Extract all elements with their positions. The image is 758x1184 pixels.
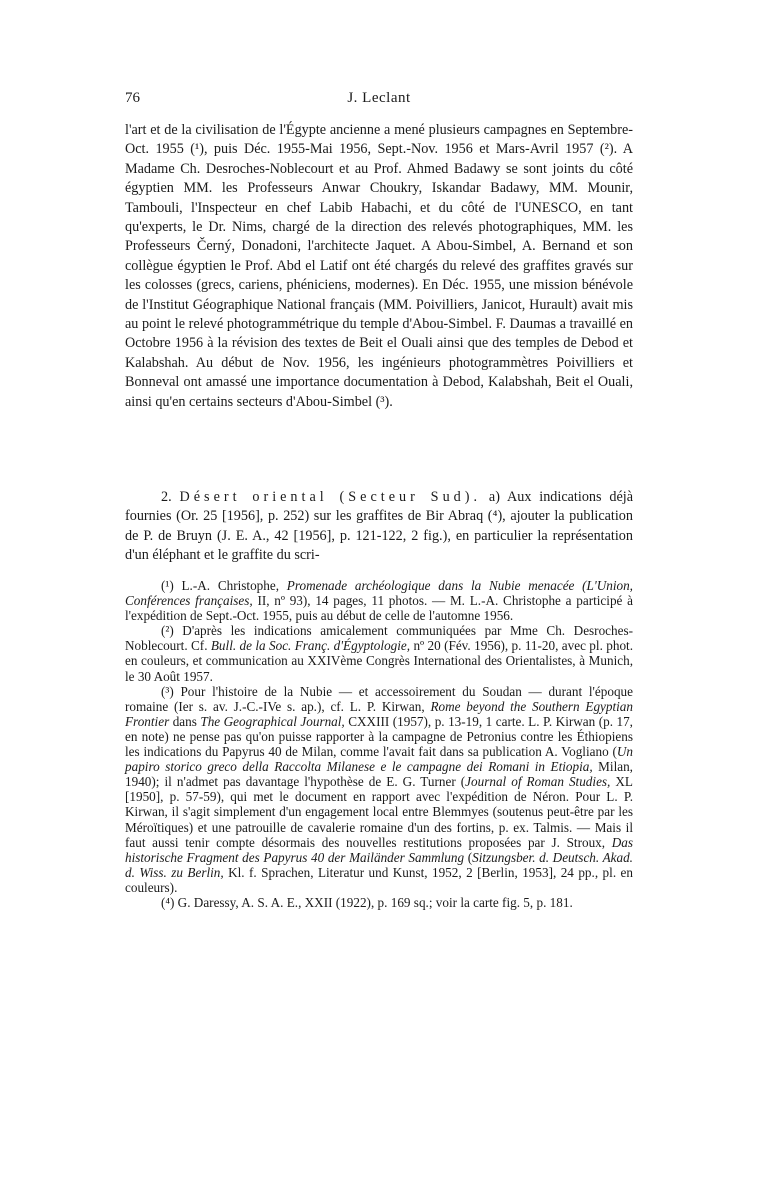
footnote-2-text-2: nº 20 (Fév. 1956), p. 11-20, avec pl. phot. en couleurs, et communication au XXIVème Congrès International des Orientalistes, à Munich, le 30 Août 1957.: [125, 638, 633, 684]
footnote-3: [125, 684, 633, 895]
section-2-number: 2.: [161, 489, 172, 505]
paragraph-1: l'art et de la civilisation de l'Égypte ancienne a mené plusieurs campagnes en Septembre-Oct. 1955 (¹), puis Déc. 1955-Mai 1956, Sept.-Nov. 1956 et Mars-Avril 1957 (²). A Madame Ch. Desroches-Noblecourt et au Prof. Ahmed Badawy se sont joints du côté égyptien MM. les Professeurs Anwar Choukry, Iskandar Badawy, MM. Mounir, Tambouli, l'Inspecteur en chef Labib Habachi, et du côté de l'UNESCO, en tant qu'experts, le Dr. Nims, chargé de la direction des relevés photographiques, MM. les Professeurs Černý, Donadoni, l'architecte Jaquet. A Abou-Simbel, A. Bernand et son collègue égyptien le Prof. Abd el Latif ont été chargés du relevé des graffites gravés sur les colosses (grecs, cariens, phéniciens, modernes). En Déc. 1955, une mission bénévole de l'Institut Géographique National français (MM. Poivilliers, Janicot, Hurault) avait mis au point le relevé photogrammétrique du temple d'Abou-Simbel. F. Daumas a travaillé en Octobre 1956 à la révision des textes de Beit el Ouali ainsi que des temples de Debod et Kalabshah. Au début de Nov. 1956, les ingénieurs photogrammètres Poivilliers et Bonneval ont amassé une importance documentation à Debod, Kalabshah, Beit el Ouali, ainsi qu'en certains secteurs d'Abou-Simbel (³).: [125, 122, 633, 410]
footnote-3-title-5: Das historische Fragment des Papyrus 40 der Mailänder Sammlung: [125, 834, 633, 865]
footnote-1-text-2: II, nº 93), 14 pages, 11 photos. — M. L.-A. Christophe a participé à l'expédition de Sept.-Oct. 1955, puis au début de celle de l'automne 1956.: [125, 593, 633, 624]
footnote-3-text-5: XL [1950], p. 57-59), qui met le document en rapport avec l'expédition de Néron. Pour L. P. Kirwan, il s'agit simplement d'un engagement local entre Blemmyes (soutenus peut-être par les Méroïtiques) et une patrouille de cavalerie romaine d'un des fortins, p. ex. Talmis. — Mais il faut aussi tenir compte désormais des nouvelles restitutions proposées par J. Stroux,: [125, 774, 633, 850]
footnote-3-text: (³) Pour l'histoire de la Nubie — et accessoirement du Soudan — durant l'époque romaine (Ier s. av. J.-C.-IVe s. ap.), cf. L. P. Kirwan,: [125, 683, 633, 714]
running-head: J. Leclant: [347, 90, 411, 106]
footnote-2: [125, 623, 633, 683]
footnote-3-title-2: The Geographical Journal,: [200, 713, 345, 729]
section-2: [125, 488, 633, 566]
footnotes: [125, 578, 633, 910]
section-2-paragraph: [125, 488, 633, 566]
footnote-3-title-3: Un papiro storico greco della Raccolta Milanese e le campagne dei Romani in Etiopia,: [125, 744, 633, 775]
footnote-1: [125, 578, 633, 623]
page-header: [125, 90, 633, 110]
main-text: [125, 121, 633, 412]
footnote-3-text-7: Kl. f. Sprachen, Literatur und Kunst, 1952, 2 [Berlin, 1953], 24 pp., pl. en couleurs).: [125, 864, 633, 895]
footnote-1-text: (¹) L.-A. Christophe,: [161, 578, 287, 593]
section-2-heading: Désert oriental (Secteur Sud).: [179, 489, 482, 505]
section-2-text: a) Aux indications déjà fournies (Or. 25 [1956], p. 252) sur les graffites de Bir Abraq (⁴), ajouter la publication de P. de Bruyn (J. E. A., 42 [1956], p. 121-122, 2 fig.), en particulier la représentation d'un éléphant et le graffite du scri-: [125, 489, 634, 564]
footnote-3-text-6: (: [464, 849, 473, 865]
footnote-2-text: (²) D'après les indications amicalement communiquées par Mme Ch. Desroches-Noblecourt. Cf.: [125, 623, 633, 654]
footnote-3-text-3: CXXIII (1957), p. 13-19, 1 carte. L. P. Kirwan (p. 17, en note) ne pense pas qu'on puisse rapporter à la campagne de Petronius contre les Éthiopiens les indications du Papyrus 40 de Milan, comme l'avait fait dans sa publication A. Vogliano (: [125, 713, 633, 760]
footnote-3-text-2: dans: [169, 713, 201, 729]
footnote-1-title: Promenade archéologique dans la Nubie menacée (L'Union, Conférences françaises,: [125, 578, 633, 609]
footnote-3-title-1: Rome beyond the Southern Egyptian Frontier: [125, 698, 633, 729]
footnote-4: (⁴) G. Daressy, A. S. A. E., XXII (1922), p. 169 sq.; voir la carte fig. 5, p. 181.: [161, 894, 573, 910]
footnote-2-title: Bull. de la Soc. Franç. d'Égyptologie,: [210, 638, 411, 654]
page-number: 76: [125, 90, 140, 106]
footnote-3-title-4: Journal of Roman Studies,: [465, 774, 611, 790]
footnote-3-text-4: Milan, 1940); il n'admet pas davantage l'hypothèse de E. G. Turner (: [125, 759, 633, 790]
footnote-3-title-6: Sitzungsber. d. Deutsch. Akad. d. Wiss. zu Berlin,: [125, 849, 633, 880]
